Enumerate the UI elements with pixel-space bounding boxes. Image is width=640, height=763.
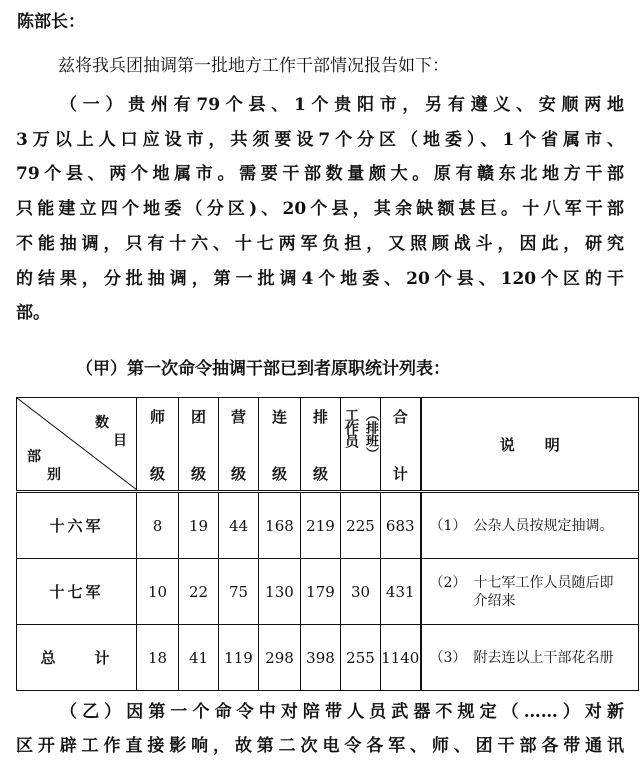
col-header-division xyxy=(137,398,179,492)
cell-note xyxy=(421,559,639,625)
section-1-line: 部。 xyxy=(16,303,50,324)
col-header-bottom: 级 xyxy=(230,465,246,483)
row-unit-label: 总 计 xyxy=(40,649,113,667)
section-2-paragraph xyxy=(16,695,624,763)
table-row xyxy=(17,492,639,559)
cell-value: 41 xyxy=(179,625,219,691)
note-number: （2） xyxy=(429,574,467,591)
col-header-total xyxy=(381,398,421,492)
table-corner-cell xyxy=(17,398,137,492)
col-header-top: 团 xyxy=(190,408,206,426)
section-2-line: （乙）因第一个命令中对陪带人员武器不规定（……）对新 xyxy=(60,702,624,722)
salutation: 陈部长： xyxy=(17,12,85,32)
section-1-paragraph xyxy=(16,88,624,331)
col-header-company xyxy=(259,398,301,492)
cell-note xyxy=(421,625,639,691)
section-1-line: 的结果，分批抽调，第一批调4个地委、20个县、120个区的干 xyxy=(16,268,624,289)
section-1-line: （一）贵州有79个县、1个贵阳市，另有遵义、安顺两地 xyxy=(60,95,624,115)
note-number: （1） xyxy=(429,517,467,534)
cell-value: 398 xyxy=(301,625,341,691)
cell-value: 30 xyxy=(341,559,381,625)
cell-value: 44 xyxy=(219,492,259,559)
col-header-battalion xyxy=(219,398,259,492)
table-header-row xyxy=(17,398,639,492)
section-1-line: 3万以上人口应设市，共须要设7个分区（地委）、1个省属市、 xyxy=(16,129,624,150)
notes-header-label: 说 明 xyxy=(499,435,560,454)
cell-value: 19 xyxy=(179,492,219,559)
note-text: 十七军工作人员随后即介绍来 xyxy=(473,574,614,609)
cell-value: 168 xyxy=(259,492,301,559)
cell-value: 22 xyxy=(179,559,219,625)
col-header-bottom: （排班） xyxy=(363,408,378,460)
corner-label-shumu-2: 目 xyxy=(113,433,127,449)
cell-value: 219 xyxy=(301,492,341,559)
cell-total: 431 xyxy=(381,559,421,625)
cell-value: 225 xyxy=(341,492,381,559)
row-unit xyxy=(17,492,137,559)
cell-total: 1140 xyxy=(381,625,421,691)
row-unit-label: 十七军 xyxy=(49,583,104,601)
row-unit xyxy=(17,559,137,625)
col-header-regiment xyxy=(179,398,219,492)
note-text: 附去连以上干部花名册 xyxy=(473,649,614,666)
col-header-top: 师 xyxy=(149,408,165,426)
cell-value: 10 xyxy=(137,559,179,625)
cadre-statistics-table xyxy=(16,397,639,691)
col-header-staff xyxy=(341,398,381,492)
cell-value: 179 xyxy=(301,559,341,625)
note-number: （3） xyxy=(429,649,467,666)
cell-value: 298 xyxy=(259,625,301,691)
col-header-notes xyxy=(421,398,639,492)
cell-value: 18 xyxy=(137,625,179,691)
col-header-bottom: 级 xyxy=(271,465,287,483)
corner-label-bubie: 部 xyxy=(27,449,41,465)
row-unit xyxy=(17,625,137,691)
row-unit-label: 十六军 xyxy=(49,517,104,535)
intro-line: 兹将我兵团抽调第一批地方工作干部情况报告如下： xyxy=(58,56,449,76)
corner-label-bubie-2: 别 xyxy=(47,467,61,483)
section-2-line: 区开辟工作直接影响，故第二次电令各军、师、团干部各带通讯 xyxy=(16,736,624,756)
cell-value: 119 xyxy=(219,625,259,691)
section-1-line: 不能抽调，只有十六、十七两军负担，又照顾战斗，因此，研究 xyxy=(16,233,624,254)
cell-total: 683 xyxy=(381,492,421,559)
cell-value: 255 xyxy=(341,625,381,691)
col-header-top: 合 xyxy=(392,408,408,426)
col-header-top: 排 xyxy=(312,408,328,426)
table-title: （甲）第一次命令抽调干部已到者原职统计列表： xyxy=(76,359,450,379)
col-header-bottom: 计 xyxy=(392,465,408,483)
col-header-top: 连 xyxy=(271,408,287,426)
corner-label-shumu: 数 xyxy=(95,415,109,431)
section-1-line: 只能建立四个地委（分区)、20个县，其余缺额甚巨。十八军干部 xyxy=(16,199,624,220)
col-header-bottom: 级 xyxy=(190,465,206,483)
col-header-top: 工作员 xyxy=(343,408,359,447)
col-header-bottom: 级 xyxy=(312,465,328,483)
cell-note xyxy=(421,492,639,559)
cell-value: 8 xyxy=(137,492,179,559)
table-row-total xyxy=(17,625,639,691)
section-1-line: 79个县、两个地属市。需要干部数量颇大。原有赣东北地方干部 xyxy=(16,164,624,185)
col-header-bottom: 级 xyxy=(149,465,165,483)
col-header-top: 营 xyxy=(230,408,246,426)
cell-value: 130 xyxy=(259,559,301,625)
note-text: 公杂人员按规定抽调。 xyxy=(473,517,614,534)
col-header-platoon xyxy=(301,398,341,492)
cell-value: 75 xyxy=(219,559,259,625)
table-row xyxy=(17,559,639,625)
